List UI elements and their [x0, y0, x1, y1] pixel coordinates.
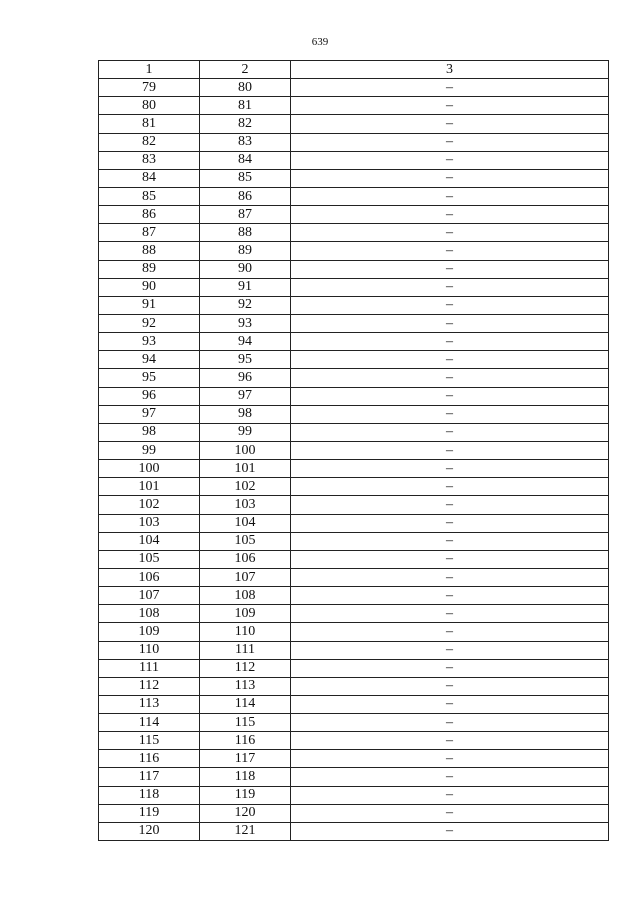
table-cell-col3: – [291, 532, 609, 550]
table-row [99, 514, 609, 532]
table-cell-col3: – [291, 605, 609, 623]
table-cell-col1: 96 [99, 387, 200, 405]
table-cell-col3: – [291, 568, 609, 586]
table-cell-col2: 105 [200, 532, 291, 550]
table-cell-col2: 114 [200, 695, 291, 713]
table-cell-col3: – [291, 79, 609, 97]
table-cell-col2: 119 [200, 786, 291, 804]
table-cell-col3: – [291, 278, 609, 296]
table-cell-col1: 93 [99, 333, 200, 351]
table-row [99, 224, 609, 242]
table-cell-col3: – [291, 460, 609, 478]
table-cell-col3: – [291, 732, 609, 750]
table-cell-col1: 89 [99, 260, 200, 278]
table-cell-col1: 98 [99, 423, 200, 441]
table-cell-col2: 112 [200, 659, 291, 677]
table-cell-col1: 102 [99, 496, 200, 514]
table-cell-col2: 81 [200, 97, 291, 115]
table-cell-col2: 93 [200, 314, 291, 332]
table-cell-col1: 90 [99, 278, 200, 296]
table-cell-col2: 120 [200, 804, 291, 822]
table-body [99, 61, 609, 841]
table-cell-col3: – [291, 695, 609, 713]
table-cell-col2: 109 [200, 605, 291, 623]
table-cell-col1: 106 [99, 568, 200, 586]
table-row [99, 133, 609, 151]
table-cell-col3: – [291, 478, 609, 496]
table-cell-col1: 120 [99, 822, 200, 840]
table-row [99, 79, 609, 97]
table-cell-col3: – [291, 550, 609, 568]
table-cell-col2: 101 [200, 460, 291, 478]
table-row [99, 423, 609, 441]
table-cell-col1: 108 [99, 605, 200, 623]
table-cell-col3: – [291, 750, 609, 768]
data-table [98, 60, 609, 841]
table-cell-col1: 87 [99, 224, 200, 242]
table-cell-col1: 113 [99, 695, 200, 713]
table-cell-col3: – [291, 314, 609, 332]
table-row [99, 641, 609, 659]
table-row [99, 659, 609, 677]
table-row [99, 369, 609, 387]
table-cell-col2: 87 [200, 206, 291, 224]
table-row [99, 296, 609, 314]
table-cell-col3: – [291, 822, 609, 840]
table-cell-col2: 99 [200, 423, 291, 441]
table-cell-col2: 97 [200, 387, 291, 405]
table-cell-col1: 81 [99, 115, 200, 133]
table-cell-col3: – [291, 441, 609, 459]
table-cell-col1: 97 [99, 405, 200, 423]
table-row [99, 732, 609, 750]
table-cell-col3: – [291, 496, 609, 514]
table-cell-col1: 119 [99, 804, 200, 822]
table-cell-col3: – [291, 97, 609, 115]
table-cell-col1: 101 [99, 478, 200, 496]
table-cell-col1: 85 [99, 187, 200, 205]
table-row [99, 441, 609, 459]
table-cell-col2: 115 [200, 714, 291, 732]
table-cell-col2: 118 [200, 768, 291, 786]
table-cell-col1: 107 [99, 587, 200, 605]
table-cell-col2: 103 [200, 496, 291, 514]
table-row [99, 169, 609, 187]
table-cell-col1: 92 [99, 314, 200, 332]
table-cell-col2: 117 [200, 750, 291, 768]
table-cell-col2: 102 [200, 478, 291, 496]
table-cell-col3: – [291, 768, 609, 786]
table-cell-col1: 109 [99, 623, 200, 641]
table-cell-col3: – [291, 714, 609, 732]
table-row [99, 351, 609, 369]
table-cell-col1: 95 [99, 369, 200, 387]
table-cell-col1: 112 [99, 677, 200, 695]
table-cell-col2: 113 [200, 677, 291, 695]
table-row [99, 804, 609, 822]
table-cell-col2: 95 [200, 351, 291, 369]
table-cell-col2: 98 [200, 405, 291, 423]
table-cell-col2: 80 [200, 79, 291, 97]
table-cell-col2: 89 [200, 242, 291, 260]
table-row [99, 97, 609, 115]
table-cell-col2: 94 [200, 333, 291, 351]
table-cell-col3: – [291, 369, 609, 387]
table-cell-col2: 104 [200, 514, 291, 532]
table-row [99, 314, 609, 332]
table-cell-col2: 96 [200, 369, 291, 387]
column-header-3: 3 [291, 61, 609, 79]
table-cell-col2: 86 [200, 187, 291, 205]
table-cell-col2: 83 [200, 133, 291, 151]
table-cell-col2: 107 [200, 568, 291, 586]
table-cell-col1: 83 [99, 151, 200, 169]
table-cell-col3: – [291, 804, 609, 822]
table-cell-col3: – [291, 187, 609, 205]
table-cell-col3: – [291, 677, 609, 695]
table-cell-col3: – [291, 333, 609, 351]
table-cell-col1: 99 [99, 441, 200, 459]
table-cell-col1: 100 [99, 460, 200, 478]
table-cell-col2: 90 [200, 260, 291, 278]
table-cell-col3: – [291, 206, 609, 224]
table-cell-col2: 106 [200, 550, 291, 568]
table-row [99, 822, 609, 840]
table-cell-col3: – [291, 296, 609, 314]
table-cell-col2: 111 [200, 641, 291, 659]
table-cell-col3: – [291, 623, 609, 641]
column-header-1: 1 [99, 61, 200, 79]
table-cell-col2: 121 [200, 822, 291, 840]
table-cell-col3: – [291, 169, 609, 187]
table-cell-col1: 84 [99, 169, 200, 187]
table-cell-col2: 116 [200, 732, 291, 750]
table-row [99, 151, 609, 169]
table-cell-col3: – [291, 151, 609, 169]
table-cell-col2: 91 [200, 278, 291, 296]
table-row [99, 187, 609, 205]
table-cell-col1: 118 [99, 786, 200, 804]
table-cell-col1: 117 [99, 768, 200, 786]
table-cell-col1: 104 [99, 532, 200, 550]
table-row [99, 115, 609, 133]
table-cell-col3: – [291, 351, 609, 369]
table-row [99, 568, 609, 586]
table-cell-col1: 79 [99, 79, 200, 97]
table-row [99, 714, 609, 732]
table-cell-col3: – [291, 587, 609, 605]
table-cell-col3: – [291, 387, 609, 405]
table-cell-col1: 82 [99, 133, 200, 151]
table-cell-col1: 105 [99, 550, 200, 568]
table-cell-col2: 84 [200, 151, 291, 169]
table-row [99, 768, 609, 786]
table-cell-col2: 92 [200, 296, 291, 314]
table-row [99, 260, 609, 278]
table-row [99, 496, 609, 514]
table-cell-col3: – [291, 405, 609, 423]
table-row [99, 695, 609, 713]
page-number: 639 [311, 36, 329, 48]
table-cell-col1: 103 [99, 514, 200, 532]
table-row [99, 532, 609, 550]
table-cell-col3: – [291, 224, 609, 242]
table-row [99, 587, 609, 605]
table-cell-col2: 82 [200, 115, 291, 133]
table-row [99, 405, 609, 423]
table-header-row [99, 61, 609, 79]
table-cell-col1: 91 [99, 296, 200, 314]
table-cell-col2: 85 [200, 169, 291, 187]
table-row [99, 387, 609, 405]
table-cell-col2: 100 [200, 441, 291, 459]
table-cell-col3: – [291, 641, 609, 659]
table-row [99, 750, 609, 768]
table-cell-col3: – [291, 659, 609, 677]
table-row [99, 478, 609, 496]
table-cell-col3: – [291, 260, 609, 278]
table-cell-col3: – [291, 423, 609, 441]
column-header-2: 2 [200, 61, 291, 79]
table-cell-col2: 110 [200, 623, 291, 641]
table-cell-col1: 86 [99, 206, 200, 224]
table-row [99, 206, 609, 224]
table-row [99, 677, 609, 695]
table-cell-col1: 115 [99, 732, 200, 750]
table-row [99, 460, 609, 478]
table-cell-col3: – [291, 786, 609, 804]
table-cell-col1: 116 [99, 750, 200, 768]
table-cell-col1: 114 [99, 714, 200, 732]
table-row [99, 623, 609, 641]
table-row [99, 550, 609, 568]
table-cell-col1: 80 [99, 97, 200, 115]
table-cell-col1: 110 [99, 641, 200, 659]
table-cell-col3: – [291, 133, 609, 151]
table-cell-col3: – [291, 242, 609, 260]
table-cell-col3: – [291, 514, 609, 532]
table-cell-col3: – [291, 115, 609, 133]
table-cell-col1: 111 [99, 659, 200, 677]
table-cell-col1: 94 [99, 351, 200, 369]
table-row [99, 242, 609, 260]
table-row [99, 605, 609, 623]
table-row [99, 278, 609, 296]
table-cell-col2: 88 [200, 224, 291, 242]
table-row [99, 786, 609, 804]
table-row [99, 333, 609, 351]
table-cell-col2: 108 [200, 587, 291, 605]
table-cell-col1: 88 [99, 242, 200, 260]
